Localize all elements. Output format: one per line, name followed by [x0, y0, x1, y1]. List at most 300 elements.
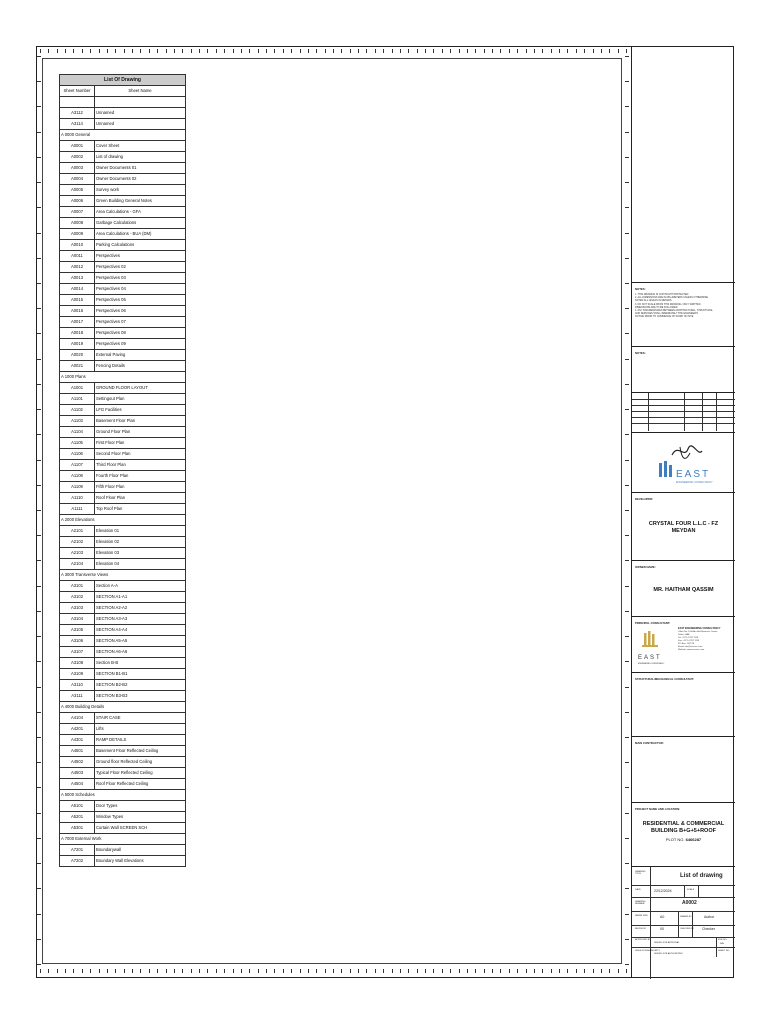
bottom-ruler: [40, 966, 630, 976]
table-row: [60, 559, 186, 570]
ruler-tick: [626, 969, 627, 973]
sheet-name-cell: [95, 97, 186, 108]
ruler-tick: [99, 969, 100, 973]
ruler-tick: [551, 49, 552, 53]
ruler-tick: [37, 409, 41, 410]
consultant-detail-line: Fax: +971 4 297 1119: [678, 640, 700, 642]
developer-label: DEVELOPER:: [635, 497, 654, 501]
ruler-tick: [459, 49, 460, 53]
sheet-number-cell: A3107: [60, 647, 95, 658]
ruler-tick: [37, 611, 41, 612]
ruler-tick: [375, 969, 376, 973]
ruler-tick: [37, 914, 41, 915]
ruler-tick: [484, 969, 485, 973]
ruler-tick: [266, 49, 267, 53]
checked-by: Checker: [702, 927, 716, 931]
group-row: [60, 702, 186, 713]
table-row: [60, 526, 186, 537]
table-row: [60, 152, 186, 163]
sheet-name-cell: Elevation 01: [95, 526, 186, 537]
ruler-tick: [37, 81, 41, 82]
ruler-tick: [37, 838, 41, 839]
ruler-tick: [37, 787, 41, 788]
ruler-tick: [241, 969, 242, 973]
svg-text:EAST: EAST: [676, 469, 711, 480]
ruler-tick: [375, 49, 376, 53]
ruler-tick: [283, 49, 284, 53]
ruler-tick: [132, 49, 133, 53]
ruler-tick: [48, 49, 49, 53]
sheet-name-cell: Ground floor Reflected Ceiling: [95, 757, 186, 768]
sheet-name-cell: Boundary Wall Elevations: [95, 856, 186, 867]
drawing-number-label: DRAWING NUMBER: [635, 901, 646, 905]
note-line: 3. DO NOT SCALE FROM THIS DRAWING, ONLY WRITTEN: [635, 302, 701, 306]
ruler-tick: [157, 969, 158, 973]
sheet-name-cell: Perspectives 05: [95, 295, 186, 306]
ruler-tick: [140, 969, 141, 973]
sheet-name-cell: Typical Floor Reflected Ceiling: [95, 768, 186, 779]
ruler-tick: [37, 182, 41, 183]
ruler-tick: [576, 49, 577, 53]
consultant-logo-text: EAST: [638, 655, 662, 661]
ruler-tick: [366, 49, 367, 53]
ruler-tick: [258, 49, 259, 53]
ruler-tick: [459, 969, 460, 973]
table-row: [60, 482, 186, 493]
sheet-name-cell: SECTION A5-A5: [95, 636, 186, 647]
ruler-tick: [542, 969, 543, 973]
note-line: 2. ALL DIMENSIONS ARE IN MILLIMETERS UNLESS OTHERWISE: [635, 296, 708, 300]
ruler-tick: [625, 359, 629, 360]
sheet-name-cell: SECTION B1-B1: [95, 669, 186, 680]
ruler-tick: [576, 969, 577, 973]
ruler-tick: [358, 969, 359, 973]
ruler-tick: [625, 233, 629, 234]
issue-label: ISSUE FOR AUTHORITY: [635, 950, 660, 952]
ruler-tick: [37, 308, 41, 309]
ruler-tick: [37, 207, 41, 208]
sheet-number-cell: [60, 97, 95, 108]
table-row: [60, 658, 186, 669]
sheet-number-cell: A3106: [60, 636, 95, 647]
sheet-number-cell: A2102: [60, 537, 95, 548]
table-row: [60, 295, 186, 306]
ruler-tick: [37, 813, 41, 814]
ruler-tick: [37, 283, 41, 284]
structural-section: [632, 672, 735, 736]
ruler-tick: [350, 969, 351, 973]
ruler-tick: [140, 49, 141, 53]
group-label: A 4000 Building Details: [60, 702, 186, 713]
ruler-tick: [37, 687, 41, 688]
sheet-name-cell: GROUND FLOOR LAYOUT: [95, 383, 186, 394]
sheet-name-cell: Garbage Calculations: [95, 218, 186, 229]
group-row: [60, 790, 186, 801]
note-line: NOTICE PRIOR TO COMMENCE OF WORK ON SITE: [635, 315, 694, 319]
table-row: [60, 218, 186, 229]
sheet-name-cell: Perspectives 09: [95, 339, 186, 350]
ruler-tick: [400, 969, 401, 973]
sheet-number-cell: A1110: [60, 493, 95, 504]
sheet-name-cell: Elevation 03: [95, 548, 186, 559]
sheet-number-cell: A1108: [60, 471, 95, 482]
sheet-name-cell: SECTION B2-B2: [95, 680, 186, 691]
table-row: [60, 240, 186, 251]
notes-list: [635, 293, 730, 319]
table-row: [60, 317, 186, 328]
sheet-number-cell: A4104: [60, 713, 95, 724]
issue-value: ISSUED FOR AUTHORITIES: [654, 953, 683, 955]
note-line: NOTED ALL LEVELS IN METERS: [635, 299, 672, 303]
ruler-tick: [625, 762, 629, 763]
table-row: [60, 768, 186, 779]
group-row: [60, 515, 186, 526]
ruler-tick: [625, 863, 629, 864]
group-label: A 2000 Elevations: [60, 515, 186, 526]
developer-line2: MEYDAN: [671, 528, 696, 534]
ruler-tick: [625, 132, 629, 133]
ruler-tick: [618, 49, 619, 53]
ruler-tick: [433, 49, 434, 53]
table-row: [60, 625, 186, 636]
sheet-name-cell: SECTION A1-A1: [95, 592, 186, 603]
title-block: [631, 46, 734, 978]
ruler-tick: [333, 969, 334, 973]
ruler-tick: [233, 969, 234, 973]
ruler-tick: [625, 964, 629, 965]
table-row: [60, 647, 186, 658]
table-row: [60, 493, 186, 504]
ruler-tick: [383, 49, 384, 53]
ruler-tick: [366, 969, 367, 973]
sheet-number-cell: A1102: [60, 405, 95, 416]
ruler-tick: [37, 712, 41, 713]
ruler-tick: [593, 49, 594, 53]
sheet-name-cell: SECTION A4-A4: [95, 625, 186, 636]
drawing-title-label: DRAWING TITLE: [635, 871, 646, 875]
group-label: A 0000 General: [60, 130, 186, 141]
ruler-tick: [216, 49, 217, 53]
ruler-tick: [274, 969, 275, 973]
ruler-tick: [90, 969, 91, 973]
ruler-tick: [37, 157, 41, 158]
ruler-tick: [37, 535, 41, 536]
sheet-number-cell: A7201: [60, 845, 95, 856]
sheet-number-cell: A4201: [60, 724, 95, 735]
ruler-tick: [258, 969, 259, 973]
owner-section: [632, 560, 735, 616]
sheet-name-cell: Area Calculations - BUA (DM): [95, 229, 186, 240]
ruler-tick: [325, 969, 326, 973]
ruler-tick: [37, 434, 41, 435]
ruler-tick: [408, 49, 409, 53]
ruler-tick: [601, 969, 602, 973]
developer-section: [632, 492, 735, 560]
ruler-tick: [40, 49, 41, 53]
approved-by-value: ISSUED FOR APPROVAL: [654, 942, 680, 944]
consultant-detail-line: Dubai, UAE: [678, 634, 690, 636]
ruler-tick: [241, 49, 242, 53]
group-label: A 3000 Transverse Views: [60, 570, 186, 581]
column-header-sheet-number: Sheet Number: [60, 86, 95, 97]
sheet-name-cell: Door Types: [95, 801, 186, 812]
ruler-tick: [625, 712, 629, 713]
sheet-number-cell: A0018: [60, 328, 95, 339]
ruler-tick: [115, 969, 116, 973]
ruler-tick: [625, 409, 629, 410]
sheet-number-cell: A1109: [60, 482, 95, 493]
column-header-sheet-name: Sheet Name: [95, 86, 186, 97]
consultant-label: PRINCIPAL CONSULTANT:: [635, 621, 671, 625]
table-row: [60, 119, 186, 130]
ruler-tick: [316, 969, 317, 973]
ruler-tick: [291, 969, 292, 973]
sheet-number-cell: A3101: [60, 581, 95, 592]
ruler-tick: [350, 49, 351, 53]
sheet-number-cell: A3104: [60, 614, 95, 625]
signature-stamp-section: [632, 432, 735, 492]
ruler-tick: [37, 106, 41, 107]
ruler-tick: [37, 485, 41, 486]
ruler-tick: [433, 969, 434, 973]
list-of-drawings-table: [59, 74, 186, 867]
sheet-number-cell: A1101: [60, 394, 95, 405]
table-row: [60, 141, 186, 152]
consultant-detail-line: Tel: +971 4 297 1118: [678, 637, 699, 639]
ruler-tick: [625, 687, 629, 688]
ruler-tick: [625, 106, 629, 107]
ruler-tick: [191, 969, 192, 973]
ruler-tick: [124, 49, 125, 53]
main-contractor-label: MAIN CONTRACTOR:: [635, 741, 664, 745]
signature-and-logo-image: [654, 439, 714, 487]
note-line: DIMENSIONS ARE TO BE FOLLOWED: [635, 305, 678, 309]
ruler-tick: [417, 969, 418, 973]
ruler-tick: [333, 49, 334, 53]
ruler-tick: [291, 49, 292, 53]
group-label: A 7000 External Work: [60, 834, 186, 845]
table-row: [60, 185, 186, 196]
plot-label: PLOT NO.: [665, 837, 685, 842]
sheet-name-cell: SECTION A3-A3: [95, 614, 186, 625]
consultant-name: EAST ENGINEERING CONSULTANCY: [678, 627, 721, 630]
sheet-number-cell: A2101: [60, 526, 95, 537]
sheet-name-cell: Unnamed: [95, 108, 186, 119]
ruler-tick: [37, 737, 41, 738]
sheet-number-cell: A0008: [60, 218, 95, 229]
table-row: [60, 350, 186, 361]
table-row: [60, 504, 186, 515]
ruler-tick: [625, 460, 629, 461]
sheet-number-cell: A1105: [60, 438, 95, 449]
sheet-name-cell: Perspectives 08: [95, 328, 186, 339]
ruler-tick: [467, 49, 468, 53]
table-row: [60, 306, 186, 317]
ruler-tick: [526, 969, 527, 973]
ruler-tick: [492, 49, 493, 53]
sheet-number-cell: A0009: [60, 229, 95, 240]
ruler-tick: [567, 49, 568, 53]
sheet-number-cell: A2104: [60, 559, 95, 570]
sheet-name-cell: Roof Floor Plan: [95, 493, 186, 504]
sheet-number-cell: A3105: [60, 625, 95, 636]
sheet-number-cell: A0004: [60, 174, 95, 185]
ruler-tick: [174, 969, 175, 973]
consultant-detail-line: Office No. 104 Abu Hail Business Centre: [678, 631, 718, 633]
sheet-number-cell: A0013: [60, 273, 95, 284]
table-row: [60, 471, 186, 482]
ruler-tick: [625, 661, 629, 662]
sheet-number-cell: A0015: [60, 295, 95, 306]
ruler-tick: [609, 49, 610, 53]
sheet-name-cell: Owner Documents 01: [95, 163, 186, 174]
sheet-name-cell: Perspectives 04: [95, 284, 186, 295]
ruler-tick: [450, 969, 451, 973]
sheet-name-cell: Section A-A: [95, 581, 186, 592]
table-row: [60, 614, 186, 625]
ruler-tick: [37, 661, 41, 662]
drawn-by: Author: [704, 915, 715, 919]
note-line: 4. ANY DISCREPANCIES BETWEEN ARCHITECTURAL, STRUCTURAL: [635, 309, 713, 313]
sheet-number-cell: A3102: [60, 592, 95, 603]
sheet-name-cell: Top Roof Plan: [95, 504, 186, 515]
table-title: List Of Drawing: [60, 75, 186, 86]
sheet-number-cell: A0012: [60, 262, 95, 273]
table-row: [60, 207, 186, 218]
ruler-tick: [132, 969, 133, 973]
drawn-by-label: DRAWN BY: [680, 916, 692, 918]
table-row: [60, 548, 186, 559]
ruler-tick: [82, 49, 83, 53]
table-row: [60, 724, 186, 735]
sheet-name-cell: LFG Facilities: [95, 405, 186, 416]
sheet-number-cell: A4504: [60, 779, 95, 790]
ruler-tick: [99, 49, 100, 53]
table-row: [60, 394, 186, 405]
sheet-number-cell: A4301: [60, 735, 95, 746]
group-row: [60, 570, 186, 581]
ruler-tick: [625, 81, 629, 82]
sheet-name-cell: SECTION A2-A2: [95, 603, 186, 614]
ruler-tick: [37, 888, 41, 889]
ruler-tick: [40, 969, 41, 973]
table-row: [60, 812, 186, 823]
sheet-name-cell: Section B-B: [95, 658, 186, 669]
ruler-tick: [492, 969, 493, 973]
ruler-tick: [233, 49, 234, 53]
ruler-tick: [567, 969, 568, 973]
sheet-number-cell: A1001: [60, 383, 95, 394]
ruler-tick: [625, 838, 629, 839]
sheet-name-cell: Roof Floor Reflected Ceiling: [95, 779, 186, 790]
ruler-tick: [316, 49, 317, 53]
table-row: [60, 339, 186, 350]
table-row: [60, 581, 186, 592]
ruler-tick: [625, 157, 629, 158]
ruler-tick: [37, 762, 41, 763]
ruler-tick: [625, 737, 629, 738]
ruler-tick: [625, 914, 629, 915]
sheet-number-cell: A0010: [60, 240, 95, 251]
sheet-name-cell: Owner Documents 02: [95, 174, 186, 185]
sheet-number-cell: A0021: [60, 361, 95, 372]
project-line1: RESIDENTIAL & COMMERCIAL: [642, 821, 725, 827]
ruler-tick: [442, 969, 443, 973]
ruler-tick: [65, 49, 66, 53]
sheet-name-cell: Perspectives 06: [95, 306, 186, 317]
sheet-name-cell: Perspectives 02: [95, 262, 186, 273]
ruler-tick: [425, 969, 426, 973]
ruler-tick: [534, 49, 535, 53]
table-row: [60, 746, 186, 757]
paper-size-label: PAPER SIZE: [635, 915, 648, 917]
sheet-name-cell: Curtain Wall SCREEN SCH: [95, 823, 186, 834]
date-value: 22/12/2024: [654, 889, 672, 893]
sheet-name-cell: Fifth Floor Plan: [95, 482, 186, 493]
ruler-tick: [48, 969, 49, 973]
sheet-number-cell: A0002: [60, 152, 95, 163]
table-row: [60, 251, 186, 262]
sheet-name-cell: Elevation 02: [95, 537, 186, 548]
ruler-tick: [37, 460, 41, 461]
ruler-tick: [392, 969, 393, 973]
ruler-tick: [90, 49, 91, 53]
ruler-tick: [191, 49, 192, 53]
ruler-tick: [37, 132, 41, 133]
ruler-tick: [625, 611, 629, 612]
table-row: [60, 328, 186, 339]
ruler-tick: [216, 969, 217, 973]
ruler-tick: [37, 586, 41, 587]
ruler-tick: [517, 969, 518, 973]
ruler-tick: [625, 434, 629, 435]
ruler-tick: [400, 49, 401, 53]
sheet-number-cell: A2103: [60, 548, 95, 559]
sheet-name-cell: Elevation 04: [95, 559, 186, 570]
ruler-tick: [37, 863, 41, 864]
ruler-tick: [425, 49, 426, 53]
ruler-tick: [249, 49, 250, 53]
ruler-tick: [625, 636, 629, 637]
sheet-number-cell: A0006: [60, 196, 95, 207]
drawing-info-section: [632, 866, 735, 978]
sheet-number-cell: A3114: [60, 119, 95, 130]
ruler-tick: [107, 969, 108, 973]
checked-by-label: CHECKED BY: [680, 928, 695, 930]
table-row: [60, 669, 186, 680]
sheet-number-cell: A3110: [60, 680, 95, 691]
table-row: [60, 273, 186, 284]
ruler-tick: [475, 49, 476, 53]
ruler-tick: [300, 49, 301, 53]
sheet-number-cell: A0005: [60, 185, 95, 196]
sheet-number-cell: A3112: [60, 108, 95, 119]
sheet-name-cell: STAIR CASE: [95, 713, 186, 724]
revision-label: REVISION: [635, 928, 646, 930]
top-ruler: [40, 46, 630, 56]
ruler-tick: [115, 49, 116, 53]
sheet-name-cell: Parking Calculations: [95, 240, 186, 251]
sheet-number-cell: A0020: [60, 350, 95, 361]
table-row: [60, 427, 186, 438]
ruler-tick: [65, 969, 66, 973]
group-label: A 5000 Schedules: [60, 790, 186, 801]
sheet-name-cell: Perspectives: [95, 251, 186, 262]
owner-name: MR. HAITHAM QASSIM: [653, 587, 714, 593]
ruler-tick: [37, 939, 41, 940]
ruler-tick: [500, 49, 501, 53]
ruler-tick: [308, 49, 309, 53]
